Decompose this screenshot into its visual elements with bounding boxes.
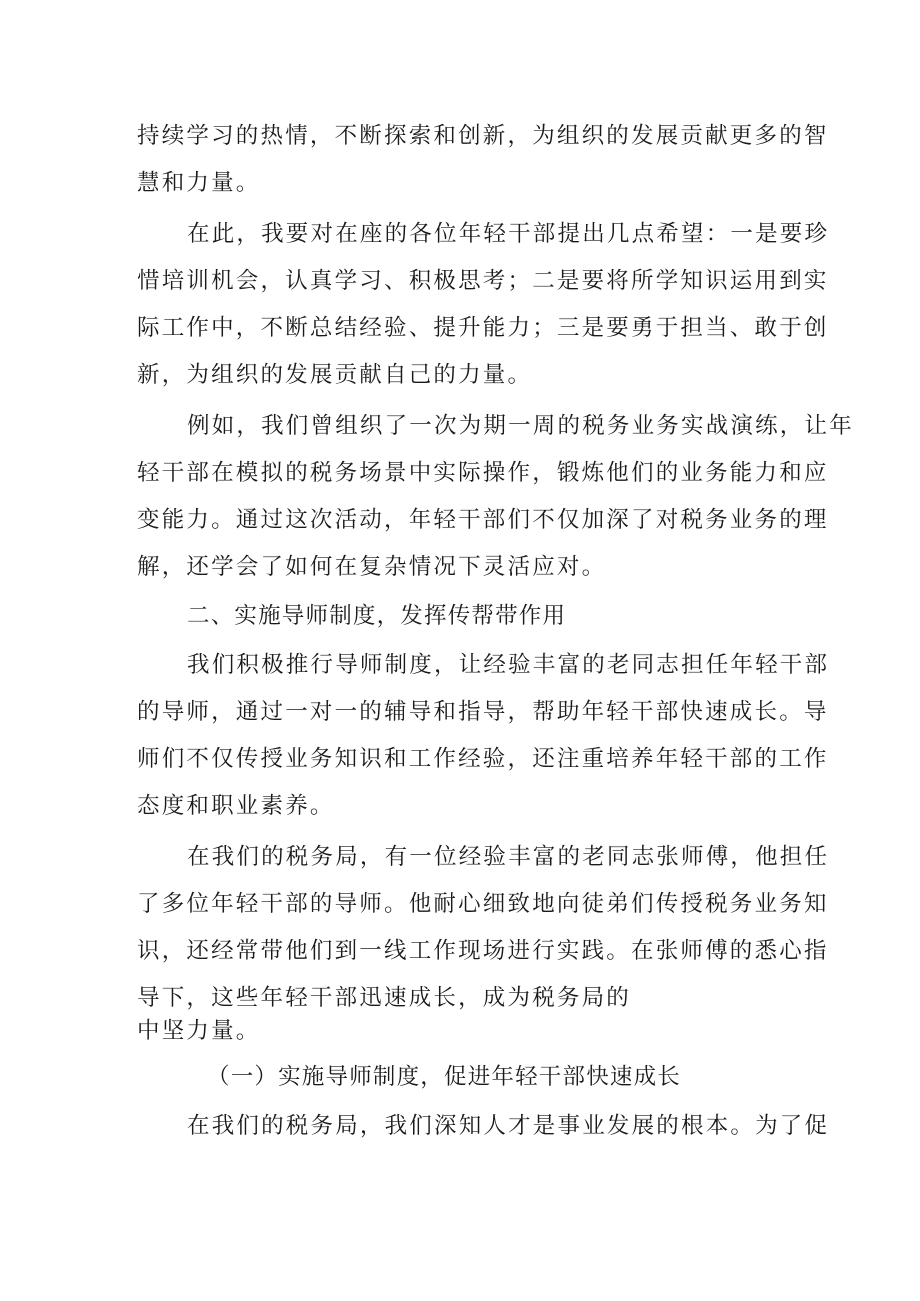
body-text-line: 解，还学会了如何在复杂情况下灵活应对。 xyxy=(137,554,607,580)
body-text-line: 新，为组织的发展贡献自己的力量。 xyxy=(137,362,533,388)
body-text-line: 识，还经常带他们到一线工作现场进行实践。在张师傅的悉心指 xyxy=(137,938,829,964)
body-text-line: 态度和职业素养。 xyxy=(137,793,335,819)
body-text-line: 变能力。通过这次活动，年轻干部们不仅加深了对税务业务的理 xyxy=(137,507,829,533)
body-text-line: 了多位年轻干部的导师。他耐心细致地向徒弟们传授税务业务知 xyxy=(137,891,829,917)
body-text-line: 际工作中，不断总结经验、提升能力；三是要勇于担当、敢于创 xyxy=(137,315,829,341)
body-text-line: 师们不仅传授业务知识和工作经验，还注重培养年轻干部的工作 xyxy=(137,746,829,772)
section-heading: 二、实施导师制度，发挥传帮带作用 xyxy=(187,603,567,629)
paragraph-first-line: 在此，我要对在座的各位年轻干部提出几点希望：一是要珍 xyxy=(187,221,830,247)
paragraph-first-line: 例如，我们曾组织了一次为期一周的税务业务实战演练，让年 xyxy=(187,413,854,439)
body-text-line: 慧和力量。 xyxy=(137,170,261,196)
subsection-heading: （一）实施导师制度，促进年轻干部快速成长 xyxy=(207,1064,682,1090)
body-text-line: 持续学习的热情，不断探索和创新，为组织的发展贡献更多的智 xyxy=(137,123,829,149)
paragraph-first-line: 在我们的税务局，有一位经验丰富的老同志张师傅，他担任 xyxy=(187,844,830,870)
body-text-line: 中坚力量。 xyxy=(137,1018,261,1044)
paragraph-first-line: 在我们的税务局，我们深知人才是事业发展的根本。为了促 xyxy=(187,1113,830,1139)
body-text-line: 惜培训机会，认真学习、积极思考；二是要将所学知识运用到实 xyxy=(137,268,829,294)
body-text-line: 导下，这些年轻干部迅速成长，成为税务局的 xyxy=(137,985,632,1011)
body-text-line: 的导师，通过一对一的辅导和指导，帮助年轻干部快速成长。导 xyxy=(137,699,829,725)
paragraph-first-line: 我们积极推行导师制度，让经验丰富的老同志担任年轻干部 xyxy=(187,652,830,678)
body-text-line: 轻干部在模拟的税务场景中实际操作，锻炼他们的业务能力和应 xyxy=(137,460,829,486)
